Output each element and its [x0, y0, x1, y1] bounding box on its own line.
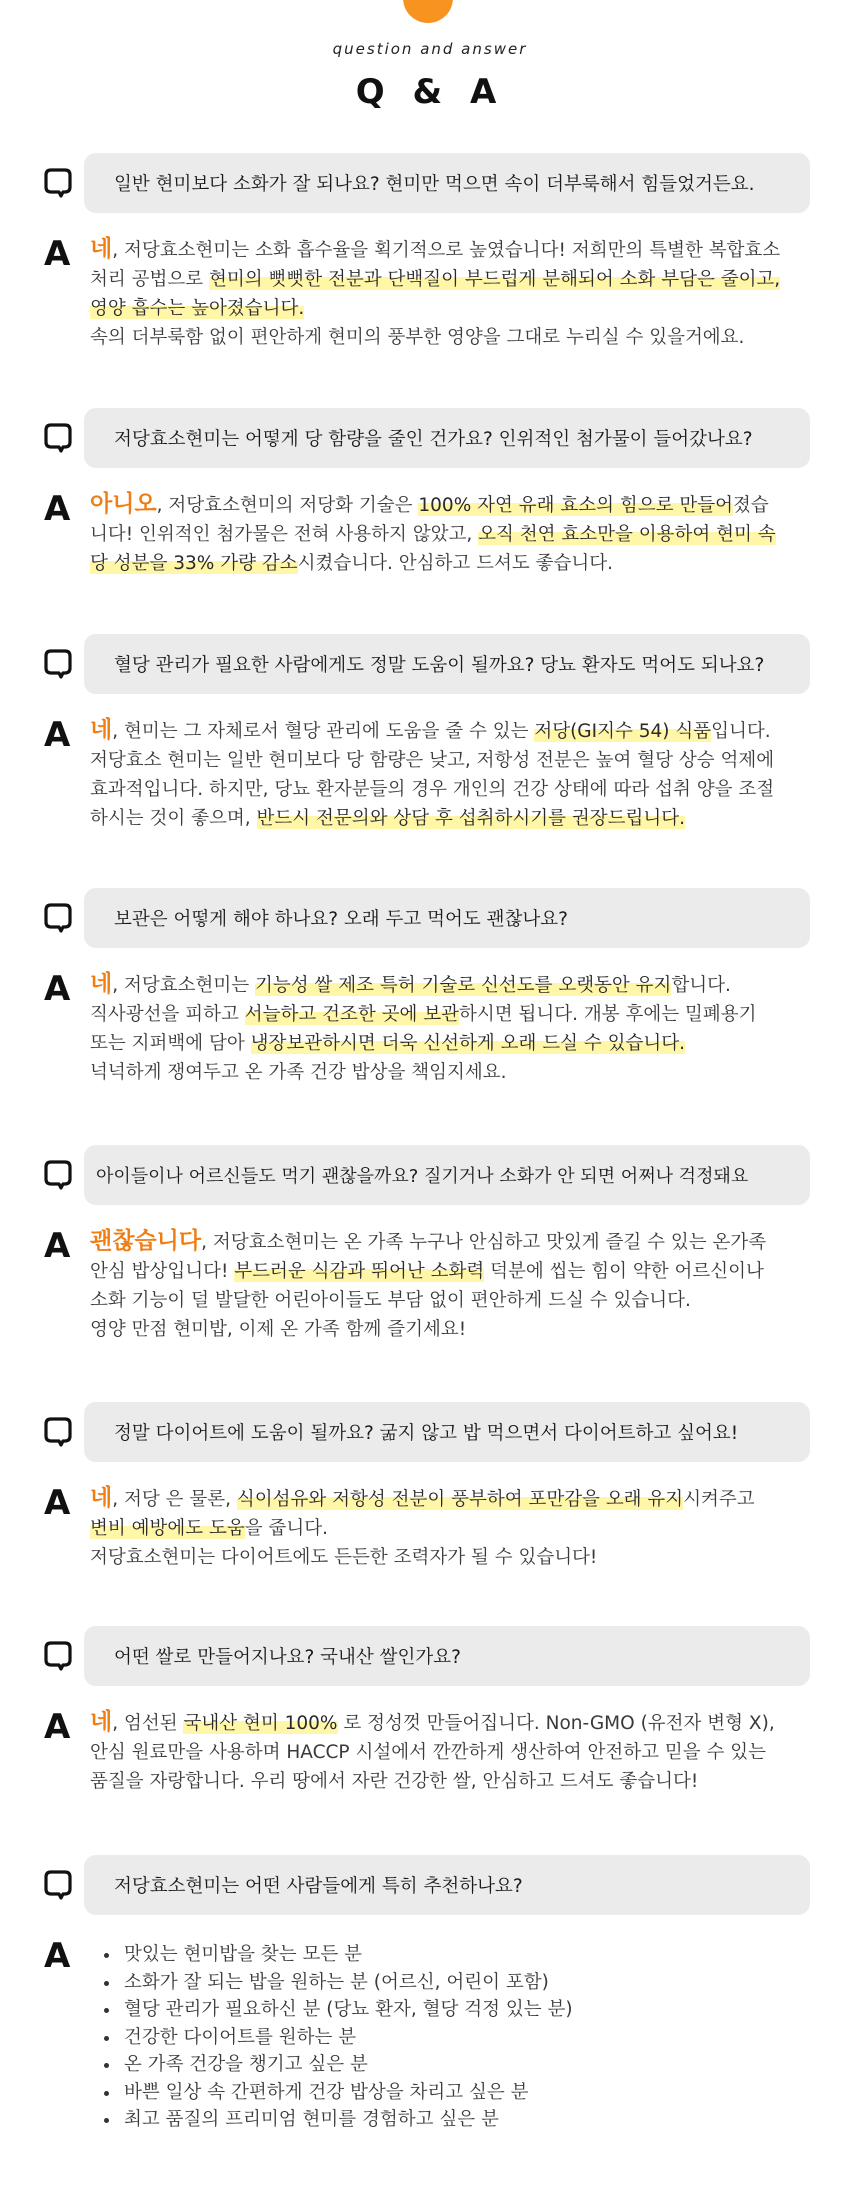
answer-segment: 졌습	[733, 495, 769, 516]
answer-highlight: 냉장보관하시면 더욱 신선하게 오래 드실 수 있습니다.	[250, 1033, 685, 1054]
qa-header	[0, 40, 860, 112]
answer-line	[90, 1514, 820, 1543]
answer-lead-word: 네	[90, 1709, 113, 1735]
answer-segment: 저당효소현미는 다이어트에도 든든한 조력자가 될 수 있습니다!	[90, 1547, 598, 1568]
answer-segment: 처리 공법으로	[90, 269, 209, 290]
answer-line	[90, 804, 820, 833]
answer-line	[90, 1257, 820, 1286]
answer-segment: 덕분에 씹는 힘이 약한 어르신이나	[484, 1261, 764, 1282]
answer-segment: 효과적입니다. 하지만, 당뇨 환자분들의 경우 개인의 건강 상태에 따라 섭취 양을 조절	[90, 779, 775, 800]
answer-highlight: 서늘하고 건조한 곳에 보관	[244, 1004, 459, 1025]
answer-line	[90, 970, 820, 1000]
answer-line	[90, 1286, 820, 1315]
answer-segment: , 저당효소현미의 저당화 기술은	[156, 495, 419, 516]
q-speech-bubble-icon	[44, 649, 72, 679]
answer-segment: 넉넉하게 쟁여두고 온 가족 건강 밥상을 책임지세요.	[90, 1062, 507, 1083]
answer-line	[90, 1708, 820, 1738]
answer-segment: 시켜주고	[683, 1489, 755, 1510]
q-speech-bubble-icon	[44, 1641, 72, 1671]
answer-segment: 직사광선을 피하고	[90, 1004, 245, 1025]
header-subtitle: question and answer	[332, 40, 528, 58]
answer-text	[90, 970, 820, 1087]
answer-segment: 을 줍니다.	[244, 1518, 328, 1539]
answer-segment: 소화 기능이 덜 발달한 어린아이들도 부담 없이 편안하게 드실 수 있습니다.	[90, 1290, 691, 1311]
answer-segment: 안심 밥상입니다!	[90, 1261, 235, 1282]
answer-segment: 속의 더부룩함 없이 편안하게 현미의 풍부한 영양을 그대로 누리실 수 있을거에요.	[90, 327, 745, 348]
answer-segment: , 저당효소현미는 온 가족 누구나 안심하고 맛있게 즐길 수 있는 온가족	[201, 1232, 767, 1253]
answer-marker: A	[44, 1707, 71, 1747]
q-speech-bubble-icon	[44, 1160, 72, 1190]
answer-segment: , 저당효소현미는	[112, 975, 255, 996]
answer-line	[90, 520, 820, 549]
answer-marker: A	[44, 489, 71, 529]
list-item: 최고 품질의 프리미엄 현미를 경험하고 싶은 분	[90, 2106, 820, 2134]
list-item: 소화가 잘 되는 밥을 원하는 분 (어르신, 어린이 포함)	[90, 1969, 820, 1997]
q-speech-bubble-icon	[44, 1417, 72, 1447]
answer-segment: 품질을 자랑합니다. 우리 땅에서 자란 건강한 쌀, 안심하고 드셔도 좋습니다!	[90, 1771, 699, 1792]
answer-marker: A	[44, 234, 71, 274]
answer-highlight: 부드러운 식감과 뛰어난 소화력	[234, 1261, 485, 1282]
answer-highlight: 기능성 쌀 제조 특허 기술로 신선도를 오랫동안 유지	[254, 975, 672, 996]
answer-line	[90, 1543, 820, 1572]
answer-line	[90, 775, 820, 804]
answer-highlight: 국내산 현미 100%	[183, 1713, 338, 1734]
answer-line	[90, 1767, 820, 1796]
answer-highlight: 현미의 뻣뻣한 전분과 단백질이 부드럽게 분해되어 소화 부담은 줄이고,	[209, 269, 781, 290]
answer-line	[90, 1227, 820, 1257]
answer-lead-word: 네	[90, 236, 113, 262]
list-item: 건강한 다이어트를 원하는 분	[90, 2024, 820, 2052]
answer-segment: , 현미는 그 자체로서 혈당 관리에 도움을 줄 수 있는	[112, 721, 535, 742]
question-text: 저당효소현미는 어떤 사람들에게 특히 추천하나요?	[84, 1855, 810, 1915]
answer-line	[90, 294, 820, 323]
answer-highlight: 오직 천연 효소만을 이용하여 현미 속	[478, 524, 776, 545]
q-speech-bubble-icon	[44, 1870, 72, 1900]
answer-segment: , 저당효소현미는 소화 흡수율을 획기적으로 높였습니다! 저희만의 특별한 복합효소	[112, 240, 781, 261]
answer-segment: 하시면 됩니다. 개봉 후에는 밀폐용기	[458, 1004, 757, 1025]
question-text: 아이들이나 어르신들도 먹기 괜찮을까요? 질기거나 소화가 안 되면 어쩌나 걱정돼요	[84, 1145, 810, 1205]
answer-marker: A	[44, 1226, 71, 1266]
answer-line	[90, 1000, 820, 1029]
answer-text	[90, 1484, 820, 1572]
answer-lead-word: 괜찮습니다	[90, 1228, 202, 1254]
answer-segment: 니다! 인위적인 첨가물은 전혀 사용하지 않았고,	[90, 524, 479, 545]
answer-segment: 영양 만점 현미밥, 이제 온 가족 함께 즐기세요!	[90, 1319, 467, 1340]
answer-highlight: 영양 흡수는 높아졌습니다.	[90, 298, 305, 319]
answer-line	[90, 323, 820, 352]
question-text: 저당효소현미는 어떻게 당 함량을 줄인 건가요? 인위적인 첨가물이 들어갔나요?	[84, 408, 810, 468]
answer-highlight: 식이섬유와 저항성 전분이 풍부하여 포만감을 오래 유지	[236, 1489, 684, 1510]
answer-text	[90, 490, 820, 578]
answer-lead-word: 네	[90, 717, 113, 743]
answer-text	[90, 1227, 820, 1344]
answer-highlight: 저당(GI지수 54) 식품	[534, 721, 712, 742]
answer-segment: 로 정성껏 만들어집니다. Non-GMO (유전자 변형 X),	[337, 1713, 775, 1734]
header-title: Q & A	[355, 72, 505, 112]
q-speech-bubble-icon	[44, 423, 72, 453]
answer-text	[90, 235, 820, 352]
recommendation-list	[90, 1941, 820, 2134]
answer-line	[90, 1738, 820, 1767]
list-item: 맛있는 현미밥을 찾는 모든 분	[90, 1941, 820, 1969]
list-item: 혈당 관리가 필요하신 분 (당뇨 환자, 혈당 걱정 있는 분)	[90, 1996, 820, 2024]
answer-marker: A	[44, 715, 71, 755]
answer-marker: A	[44, 1483, 71, 1523]
answer-segment: 하시는 것이 좋으며,	[90, 808, 257, 829]
q-speech-bubble-icon	[44, 903, 72, 933]
list-item: 바쁜 일상 속 간편하게 건강 밥상을 차리고 싶은 분	[90, 2079, 820, 2107]
question-text: 일반 현미보다 소화가 잘 되나요? 현미만 먹으면 속이 더부룩해서 힘들었거든요.	[84, 153, 810, 213]
question-text: 정말 다이어트에 도움이 될까요? 굶지 않고 밥 먹으면서 다이어트하고 싶어요!	[84, 1402, 810, 1462]
answer-line	[90, 746, 820, 775]
answer-line	[90, 1484, 820, 1514]
top-orange-dot	[403, 0, 453, 23]
answer-segment: , 저당 은 물론,	[112, 1489, 237, 1510]
answer-highlight: 당 성분을 33% 가량 감소	[90, 553, 298, 574]
answer-line	[90, 1029, 820, 1058]
question-text: 어떤 쌀로 만들어지나요? 국내산 쌀인가요?	[84, 1626, 810, 1686]
question-text: 보관은 어떻게 해야 하나요? 오래 두고 먹어도 괜찮나요?	[84, 888, 810, 948]
answer-highlight: 100% 자연 유래 효소의 힘으로 만들어	[418, 495, 734, 516]
answer-lead-word: 아니오	[90, 491, 157, 517]
answer-segment: , 엄선된	[112, 1713, 184, 1734]
answer-marker: A	[44, 969, 71, 1009]
question-text: 혈당 관리가 필요한 사람에게도 정말 도움이 될까요? 당뇨 환자도 먹어도 되나요?	[84, 634, 810, 694]
answer-line	[90, 1315, 820, 1344]
answer-lead-word: 네	[90, 971, 113, 997]
answer-text	[90, 1708, 820, 1796]
answer-line	[90, 490, 820, 520]
answer-line	[90, 716, 820, 746]
answer-line	[90, 1058, 820, 1087]
answer-highlight: 변비 예방에도 도움	[90, 1518, 245, 1539]
answer-segment: 저당효소 현미는 일반 현미보다 당 함량은 낮고, 저항성 전분은 높여 혈당 상승 억제에	[90, 750, 775, 771]
answer-line	[90, 549, 820, 578]
answer-text	[90, 716, 820, 833]
list-item: 온 가족 건강을 챙기고 싶은 분	[90, 2051, 820, 2079]
answer-line	[90, 235, 820, 265]
answer-segment: 안심 원료만을 사용하며 HACCP 시설에서 깐깐하게 생산하여 안전하고 믿을 수 있는	[90, 1742, 767, 1763]
answer-segment: 입니다.	[711, 721, 771, 742]
answer-text	[90, 1941, 820, 2134]
answer-line	[90, 265, 820, 294]
q-speech-bubble-icon	[44, 168, 72, 198]
answer-segment: 시켰습니다. 안심하고 드셔도 좋습니다.	[297, 553, 613, 574]
answer-lead-word: 네	[90, 1485, 113, 1511]
answer-marker: A	[44, 1936, 71, 1976]
answer-segment: 또는 지퍼백에 담아	[90, 1033, 251, 1054]
answer-segment: 합니다.	[671, 975, 731, 996]
answer-highlight: 반드시 전문의와 상담 후 섭취하시기를 권장드립니다.	[256, 808, 685, 829]
